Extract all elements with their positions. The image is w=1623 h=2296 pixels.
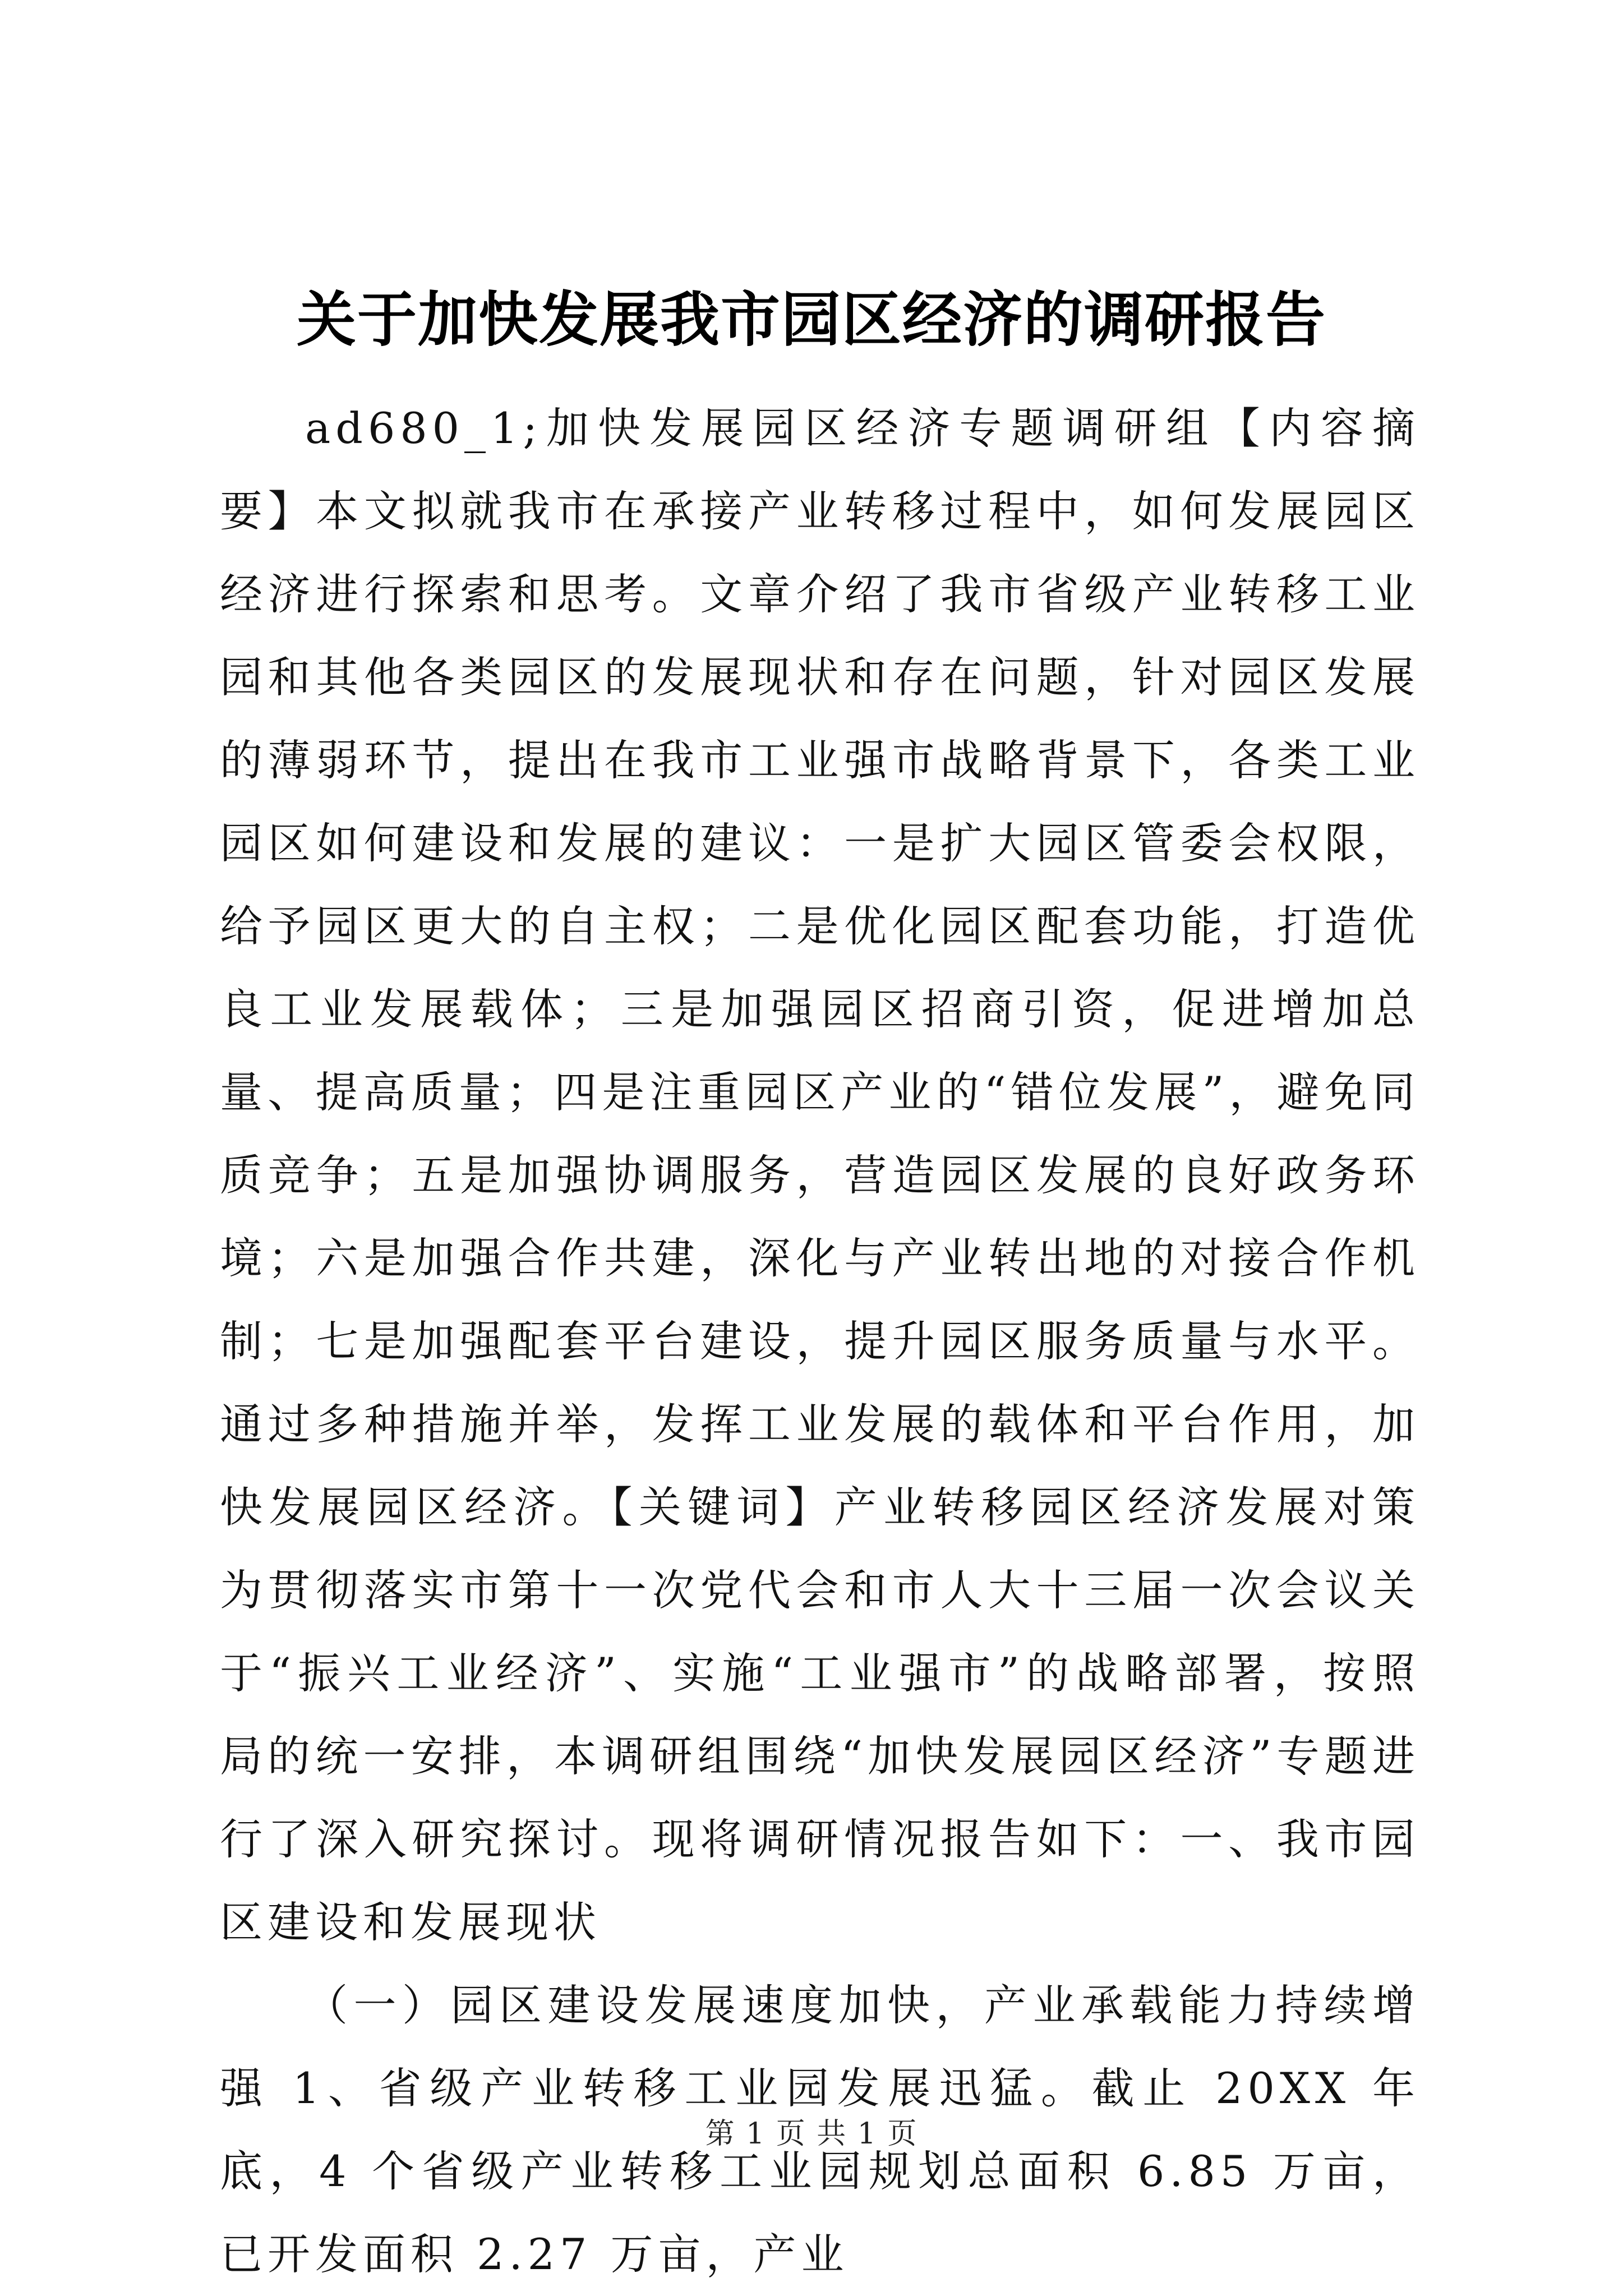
paragraph-abstract: ad680_1;加快发展园区经济专题调研组【内容摘要】本文拟就我市在承接产业转移过程中，如何发展园区经济进行探索和思考。文章介绍了我市省级产业转移工业园和其他各类园区的发展现状和存在问题，针对园区发展的薄弱环节，提出在我市工业强市战略背景下，各类工业园区如何建设和发展的建议：一是扩大园区管委会权限，给予园区更大的自主权；二是优化园区配套功能，打造优良工业发展载体；三是加强园区招商引资，促进增加总量、提高质量；四是注重园区产业的“错位发展”，避免同质竞争；五是加强协调服务，营造园区发展的良好政务环境；六是加强合作共建，深化与产业转出地的对接合作机制；七是加强配套平台建设，提升园区服务质量与水平。通过多种措施并举，发挥工业发展的载体和平台作用，加快发展园区经济。【关键词】产业转移园区经济发展对策为贯彻落实市第十一次党代会和市人大十三届一次会议关于“振兴工业经济”、实施“工业强市”的战略部署，按照局的统一安排，本调研组围绕“加快发展园区经济”专题进行了深入研究探讨。现将调研情况报告如下：一、我市园区建设和发展现状 [220, 403, 1420, 1947]
document-title: 关于加快发展我市园区经济的调研报告 [297, 284, 1326, 354]
paragraph-section-1: （一）园区建设发展速度加快，产业承载能力持续增强 1、省级产业转移工业园发展迅猛。截止 20XX 年底，4 个省级产业转移工业园规划总面积 6.85 万亩，已开发面积 2.27 万亩，产业 [220, 1980, 1420, 2279]
page-footer: 第 1 页 共 1 页 [705, 2117, 918, 2151]
document-body [220, 387, 1420, 2296]
